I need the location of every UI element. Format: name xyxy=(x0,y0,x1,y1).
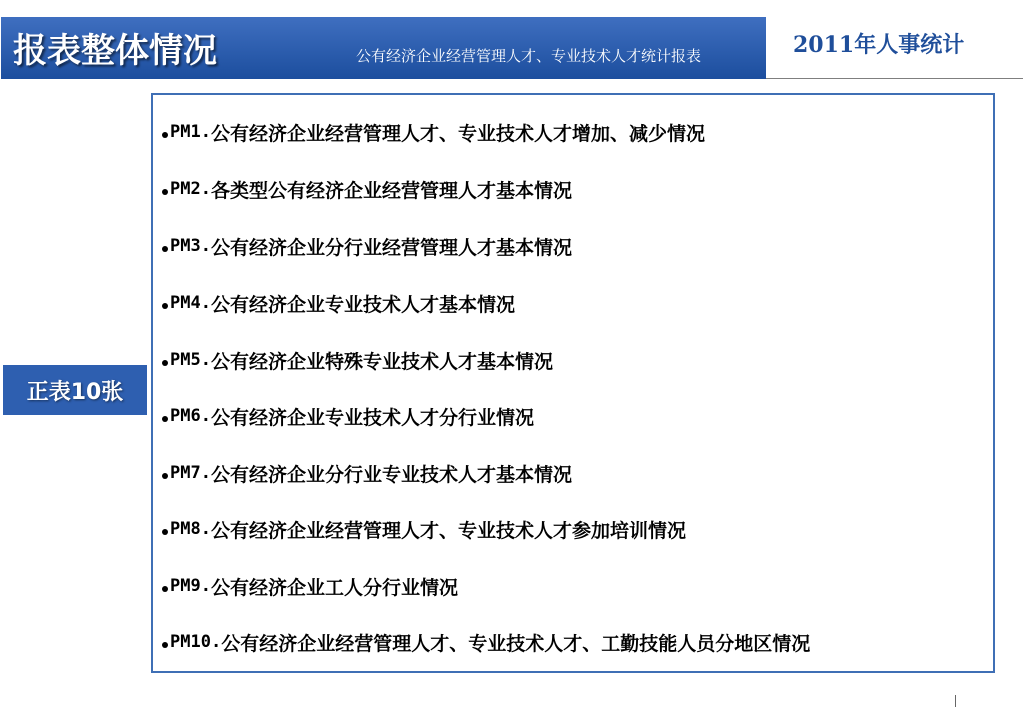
report-code: PM8. xyxy=(170,519,211,539)
report-label: 公有经济企业分行业专业技术人才基本情况 xyxy=(210,463,572,486)
report-code: PM7. xyxy=(170,463,211,483)
report-code: PM5. xyxy=(170,350,211,370)
report-label: 公有经济企业专业技术人才基本情况 xyxy=(210,293,515,316)
list-item xyxy=(162,117,705,147)
report-label: 公有经济企业专业技术人才分行业情况 xyxy=(210,406,534,429)
report-code: PM6. xyxy=(170,406,211,426)
list-item xyxy=(162,288,515,318)
report-code: PM4. xyxy=(170,293,211,313)
bullet-icon xyxy=(162,132,168,138)
bullet-icon xyxy=(162,586,168,592)
report-code: PM1. xyxy=(170,122,211,142)
bullet-icon xyxy=(162,642,168,648)
report-code: PM2. xyxy=(170,179,211,199)
list-item xyxy=(162,174,572,204)
report-code: PM3. xyxy=(170,236,211,256)
list-item xyxy=(162,458,572,488)
bullet-icon xyxy=(162,473,168,479)
list-item xyxy=(162,401,534,431)
bullet-icon xyxy=(162,416,168,422)
list-item xyxy=(162,514,686,544)
list-item xyxy=(162,345,553,375)
page-title: 报表整体情况 xyxy=(13,31,217,71)
main-tables-label: 正表10张 xyxy=(3,365,147,415)
list-item xyxy=(162,231,572,261)
report-label: 公有经济企业经营管理人才、专业技术人才增加、减少情况 xyxy=(210,122,705,145)
bullet-icon xyxy=(162,189,168,195)
report-label: 各类型公有经济企业经营管理人才基本情况 xyxy=(210,179,572,202)
report-label: 公有经济企业特殊专业技术人才基本情况 xyxy=(210,350,553,373)
header-bar xyxy=(1,17,766,79)
header-divider xyxy=(766,78,1023,79)
list-item xyxy=(162,627,810,657)
page-subtitle: 公有经济企业经营管理人才、专业技术人才统计报表 xyxy=(356,47,702,65)
bullet-icon xyxy=(162,246,168,252)
page-divider-mark xyxy=(955,695,956,707)
report-code: PM10. xyxy=(170,632,222,652)
bullet-icon xyxy=(162,360,168,366)
list-item xyxy=(162,571,458,601)
bullet-icon xyxy=(162,303,168,309)
report-list xyxy=(151,93,995,673)
report-code: PM9. xyxy=(170,576,211,596)
bullet-icon xyxy=(162,529,168,535)
report-label: 公有经济企业工人分行业情况 xyxy=(210,576,458,599)
report-label: 公有经济企业经营管理人才、专业技术人才、工勤技能人员分地区情况 xyxy=(221,632,811,655)
report-label: 公有经济企业分行业经营管理人才基本情况 xyxy=(210,236,572,259)
year-title: 2011年人事统计 xyxy=(793,32,965,58)
report-label: 公有经济企业经营管理人才、专业技术人才参加培训情况 xyxy=(210,519,686,542)
